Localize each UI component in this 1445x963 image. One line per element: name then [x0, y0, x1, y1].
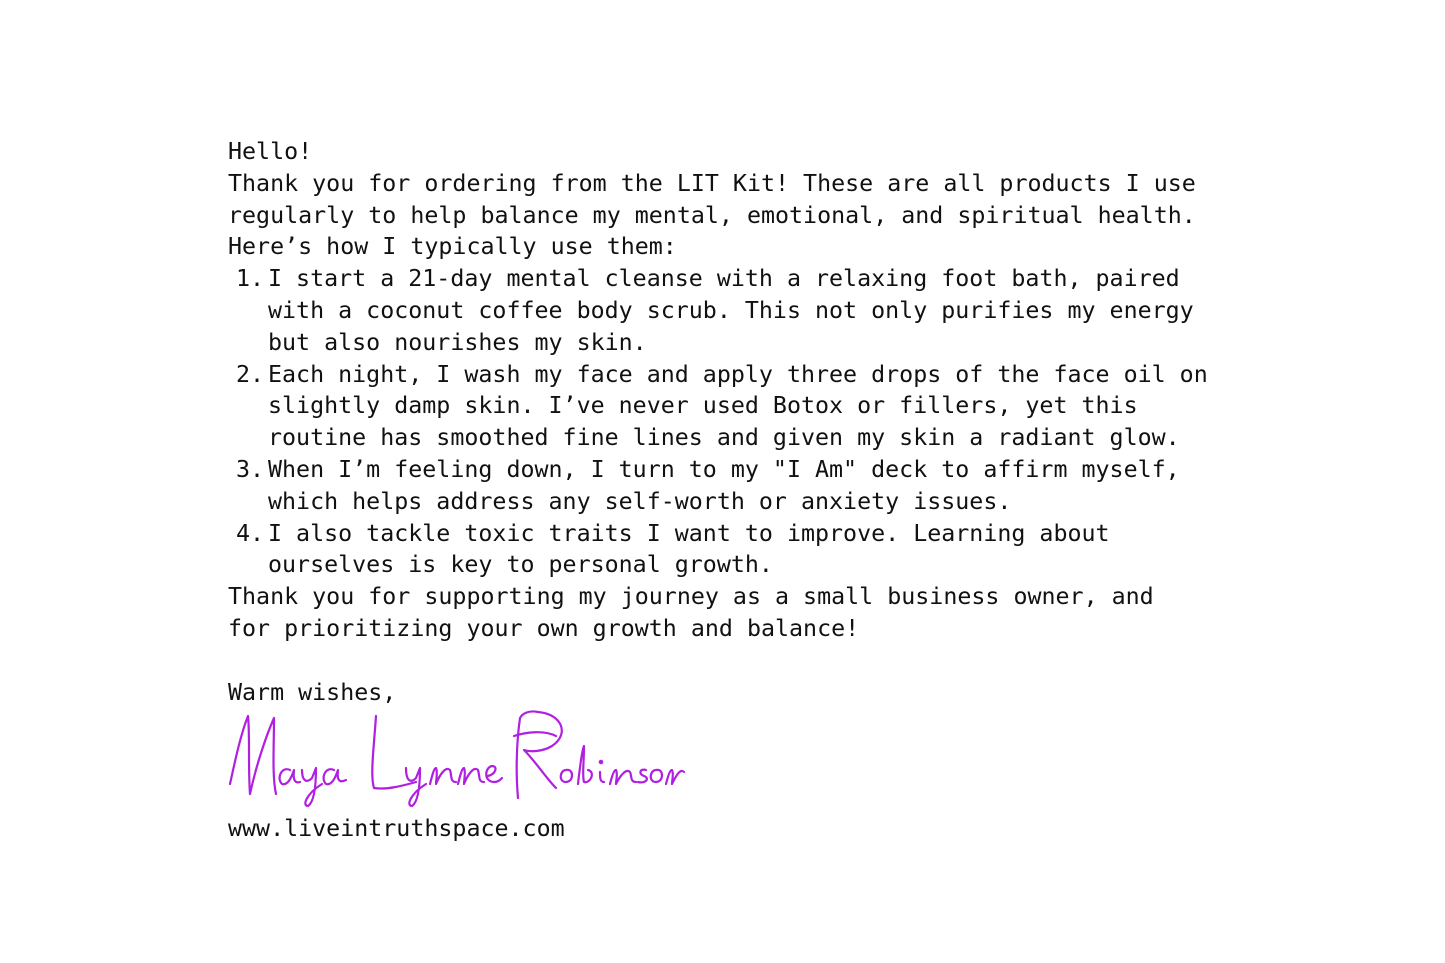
usage-steps-list — [228, 263, 1228, 581]
list-item — [228, 454, 1218, 518]
website-link[interactable]: www.liveintruthspace.com — [228, 815, 565, 842]
list-item-number: 4. — [236, 519, 265, 547]
list-item-number: 1. — [236, 265, 265, 293]
signoff: Warm wishes, — [228, 678, 397, 706]
handwritten-signature — [226, 706, 686, 808]
list-item-text: When I’m feeling down, I turn to my "I Am" deck to affirm myself, which helps address any self-worth or anxiety issues. — [268, 455, 1180, 515]
list-item-text: I start a 21-day mental cleanse with a relaxing foot bath, paired with a coconut coffee body scrub. This not only purifies my energy but also nourishes my skin. — [268, 265, 1194, 356]
closing-paragraph: Thank you for supporting my journey as a small business owner, and for prioritizing your own growth and balance! — [228, 583, 1168, 642]
list-item-text: Each night, I wash my face and apply three drops of the face oil on slightly damp skin. I’ve never used Botox or fillers, yet this routine has smoothed fine lines and given my skin a radiant glow. — [268, 360, 1208, 452]
list-item — [228, 518, 1218, 582]
list-item — [228, 359, 1218, 454]
intro-paragraph: Thank you for ordering from the LIT Kit! These are all products I use regularly to help balance my mental, emotional, and spiritual health. Here’s how I typically use them: — [228, 169, 1210, 261]
list-item-text: I also tackle toxic traits I want to improve. Learning about ourselves is key to personal growth. — [268, 519, 1110, 579]
list-item-number: 3. — [236, 455, 265, 483]
paragraph-spacer — [228, 645, 1228, 677]
greeting: Hello! — [228, 138, 313, 165]
list-item — [228, 263, 1218, 358]
letter-body — [228, 136, 1228, 708]
list-item-number: 2. — [236, 360, 265, 388]
